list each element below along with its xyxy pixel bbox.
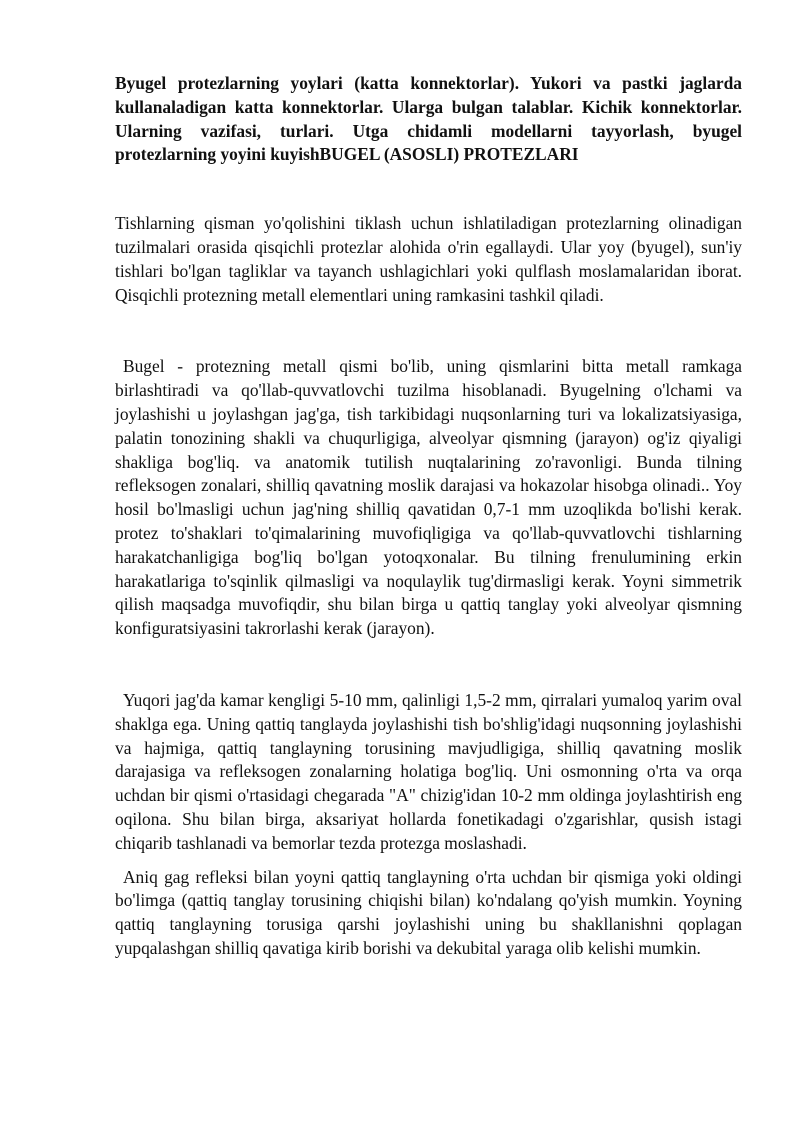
paragraph-bugel-definition: Bugel - protezning metall qismi bo'lib, uning qismlarini bitta metall ramkaga birlashtiradi va qo'llab-quvvatlovchi tuzilma hisoblanadi. Byugelning o'lchami va joylashishi u joylashgan jag'ga, tish tarkibidagi nuqsonlarning turi va lokalizatsiyasiga, palatin tonozining shakli va chuqurligiga, alveolyar qismning (jarayon) og'iz qiyaligi shakliga bog'liq. va anatomik tutilish nuqtalarining zo'ravonligi. Bunda tilning refleksogen zonalari, shilliq qavatning moslik darajasi va hokazolar hisobga olinadi.. Yoy hosil bo'lmasligi uchun jag'ning shilliq qavatidan 0,7-1 mm uzoqlikda bo'lishi kerak. protez to'shaklari to'qimalarining muvofiqligiga va qo'llab-quvvatlovchi tishlarning harakatchanligiga bog'liq bo'lgan yotoqxonalar. Bu tilning frenulumining erkin harakatlariga to'sqinlik qilmasligi va noqulaylik tug'dirmasligi kerak. Yoyni simmetrik qilish maqsadga muvofiqdir, shu bilan birga u qattiq tanglay yoki alveolyar qismning konfiguratsiyasini takrorlashi kerak (jarayon). [115,356,742,639]
paragraph-intro: Tishlarning qisman yo'qolishini tiklash uchun ishlatiladigan protezlarning olinadigan tuzilmalari orasida qisqichli protezlar alohida o'rin egallaydi. Ular yoy (byugel), sun'iy tishlari bo'lgan tagliklar va tayanch ushlagichlari yoki qulflash moslamalaridan iborat. Qisqichli protezning metall elementlari uning ramkasini tashkil qiladi. [115,213,742,305]
paragraph-gag-reflex: Aniq gag refleksi bilan yoyni qattiq tanglayning o'rta uchdan bir qismiga yoki oldingi bo'limga (qattiq tanglay torusining chiqishi bilan) ko'ndalang qo'yish mumkin. Yoyning qattiq tanglayning torusiga qarshi joylashishi uning bu shakllanishni qoplagan yupqalashgan shilliq qavatiga kirib borishi va dekubital yaraga olib kelishi mumkin. [115,866,742,958]
document-title: Byugel protezlarning yoylari (katta konnektorlar). Yukori va pastki jaglarda kullanaladigan katta konnektorlar. Ularga bulgan talablar. Kichik konnektorlar. Ularning vazifasi, turlari. Utga chidamli modellarni tayyorlash, byugel protezlarning yoyini kuyishBUGEL (ASOSLI) PROTEZLARI [115,73,742,165]
paragraph-upper-jaw: Yuqori jag'da kamar kengligi 5-10 mm, qalinligi 1,5-2 mm, qirralari yumaloq yarim oval shaklga ega. Uning qattiq tanglayda joylashishi tish bo'shlig'idagi nuqsonning joylashishi va hajmiga, qattiq tanglayning torusining mavjudligiga, shilliq qavatning moslik darajasiga va refleksogen zonalarning holatiga bog'liq. Uni osmonning o'rta va orqa uchdan bir qismi o'rtasidagi chegarada "A" chizig'idan 10-2 mm oldinga joylashtirish eng oqilona. Shu bilan birga, aksariyat hollarda fonetikadagi o'zgarishlar, qusish istagi chiqarib tashlanadi va bemorlar tezda protezga moslashadi. [115,689,742,853]
document-page [115,72,742,961]
